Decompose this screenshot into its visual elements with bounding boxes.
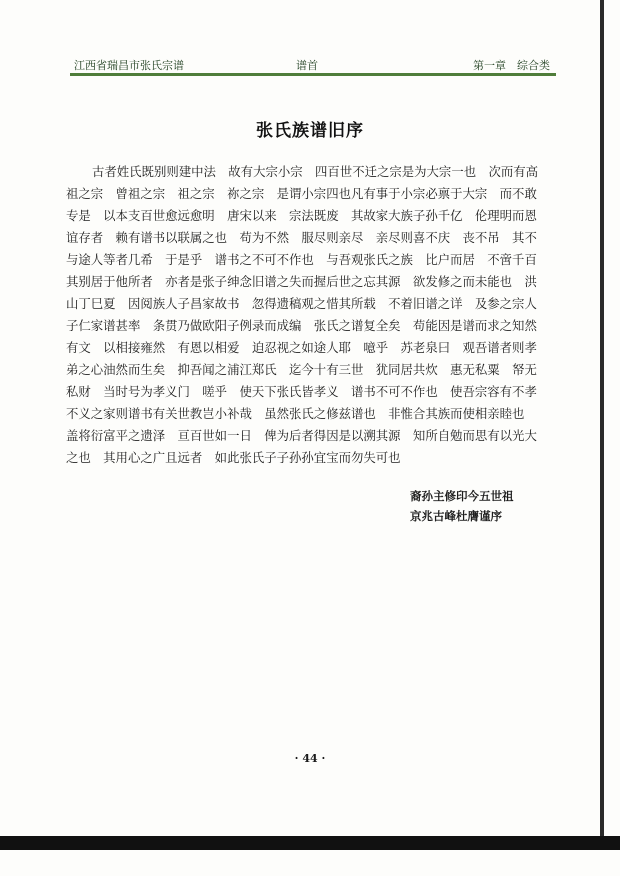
page-number: · 44 · — [294, 752, 326, 765]
preface-paragraph — [66, 161, 560, 469]
text-line: 祖之宗 曾祖之宗 祖之宗 祢之宗 是谓小宗四也凡有事于小宗必禀于大宗 而不敢 — [66, 186, 537, 201]
text-line: 有文 以相接雍然 有恩以相爱 迫忍视之如途人耶 噫乎 苏老泉曰 观吾谱者则孝 — [66, 340, 537, 355]
running-header — [70, 54, 556, 74]
signature-line: 裔孙主修印今五世祖 — [410, 489, 514, 503]
text-line: 其别居于他所者 亦者是张子绅念旧谱之失而握后世之忘其源 欲发修之而未能也 洪 — [66, 274, 537, 289]
text-line: 谊存者 赖有谱书以联属之也 苟为不然 服尽则亲尽 亲尽则喜不庆 丧不吊 其不 — [66, 230, 537, 245]
header-section: 谱首 — [296, 59, 318, 72]
header-book-title: 江西省瑞昌市张氏宗谱 — [74, 59, 184, 72]
text-line: 与途人等者几希 于是乎 谱书之不可不作也 与吾观张氏之族 比户而居 不啻千百 — [66, 252, 537, 267]
text-line: 专是 以本支百世愈远愈明 唐宋以来 宗法既废 其故家大族子孙千亿 伦理明而恩 — [66, 208, 537, 223]
text-line: 之也 其用心之广且远者 如此张氏子子孙孙宜宝而勿失可也 — [66, 450, 401, 465]
header-rule — [70, 73, 556, 76]
text-line: 子仁家谱甚率 条贯乃做欧阳子例录而成编 张氏之谱复全矣 苟能因是谱而求之知然 — [66, 318, 537, 333]
text-line: 弟之心油然而生矣 抑吾闻之浦江郑氏 迄今十有三世 犹同居共炊 惠无私粟 帑无 — [66, 362, 537, 377]
text-line: 不义之家则谱书有关世教岂小补哉 虽然张氏之修兹谱也 非惟合其族而使相亲睦也 — [66, 406, 525, 421]
scan-edge-bottom — [0, 836, 620, 850]
scan-edge-right — [600, 0, 604, 850]
signature-block — [410, 486, 570, 526]
preface-body — [66, 161, 560, 469]
text-line: 盖将衍富平之遗泽 亘百世如一日 俾为后者得因是以溯其源 知所自勉而思有以光大 — [66, 428, 537, 443]
header-chapter: 第一章 综合类 — [473, 59, 550, 72]
text-line: 私财 当时号为孝义门 嗟乎 使天下张氏皆孝义 谱书不可不作也 使吾宗容有不孝 — [66, 384, 537, 399]
page-title: 张氏族谱旧序 — [256, 121, 364, 141]
text-line: 山丁巳夏 因阅族人子昌家故书 忽得遗稿观之惜其所载 不着旧谱之详 及参之宗人 — [66, 296, 537, 311]
signature-line: 京兆古峰杜膺谨序 — [410, 509, 502, 523]
text-line: 古者姓氏既别则建中法 故有大宗小宗 四百世不迁之宗是为大宗一也 次而有高 — [92, 164, 539, 179]
